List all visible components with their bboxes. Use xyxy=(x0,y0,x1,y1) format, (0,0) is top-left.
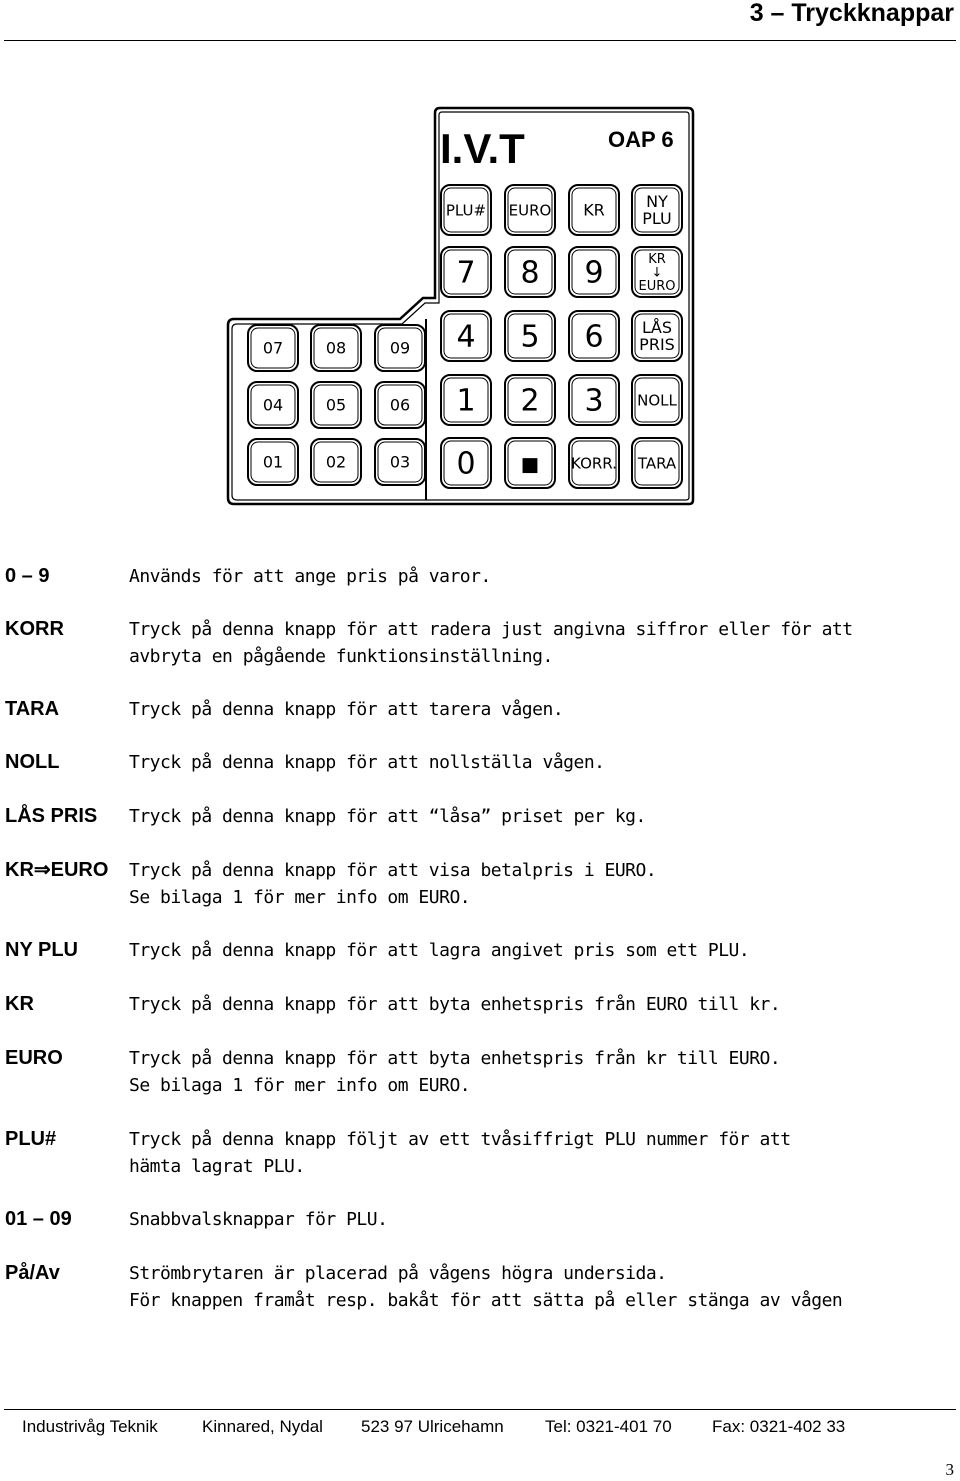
footer-divider xyxy=(4,1409,956,1410)
definition-line: Tryck på denna knapp för att lagra angivet pris som ett PLU. xyxy=(129,940,750,961)
definition-line: Tryck på denna knapp följt av ett tvåsiffrigt PLU nummer för att xyxy=(129,1129,791,1150)
key xyxy=(375,439,425,485)
key-label: KR xyxy=(648,251,666,267)
definition-description xyxy=(129,749,939,776)
key-label: NY xyxy=(646,192,668,212)
footer-city: 523 97 Ulricehamn xyxy=(361,1417,504,1436)
definition-description xyxy=(129,937,939,964)
key-label: 02 xyxy=(325,452,347,472)
key-label: PRIS xyxy=(639,335,675,354)
definition-line: Tryck på denna knapp för att byta enhetspris från kr till EURO. xyxy=(129,1048,781,1069)
definition-term: På/Av xyxy=(5,1262,60,1284)
definition-description xyxy=(129,991,939,1018)
key xyxy=(311,325,361,371)
definition-line: Tryck på denna knapp för att visa betalpris i EURO. xyxy=(129,860,657,881)
key xyxy=(505,375,555,425)
key xyxy=(441,185,491,235)
key-label: ↓ xyxy=(651,265,663,281)
definition-line: Tryck på denna knapp för att nollställa vågen. xyxy=(129,752,605,773)
definition-description xyxy=(129,696,939,723)
model-label: OAP 6 xyxy=(608,127,674,152)
key xyxy=(441,247,491,297)
keypad-diagram xyxy=(220,105,700,510)
brand-logo: I.V.T xyxy=(440,125,525,172)
page-title: 3 – Tryckknappar xyxy=(749,0,954,27)
key xyxy=(632,375,682,425)
definition-description xyxy=(129,1045,939,1099)
definition-line: Strömbrytaren är placerad på vågens högra undersida. xyxy=(129,1263,667,1284)
key xyxy=(505,438,555,488)
key-label: EURO xyxy=(508,201,552,220)
key xyxy=(375,382,425,428)
key-label: PLU xyxy=(642,209,672,228)
definition-description xyxy=(129,857,939,911)
definition-description xyxy=(129,1260,939,1314)
definition-term: PLU# xyxy=(5,1128,57,1150)
key-label: 2 xyxy=(520,383,540,419)
definition-line: Snabbvalsknappar för PLU. xyxy=(129,1209,388,1230)
key xyxy=(505,311,555,361)
definition-term: KORR xyxy=(5,618,64,640)
key-label: PLU# xyxy=(445,201,487,220)
key-label: 6 xyxy=(584,319,604,355)
header-divider xyxy=(4,40,956,41)
definition-description xyxy=(129,1126,939,1180)
key-label: 4 xyxy=(456,319,476,355)
key-label: 06 xyxy=(389,395,411,415)
quick-key-grid xyxy=(248,325,425,485)
key xyxy=(632,438,682,488)
definition-line: För knappen framåt resp. bakåt för att sätta på eller stänga av vågen xyxy=(129,1290,843,1311)
key xyxy=(569,185,619,235)
key xyxy=(248,382,298,428)
definition-line: Se bilaga 1 för mer info om EURO. xyxy=(129,887,471,908)
key xyxy=(632,185,682,235)
key xyxy=(441,375,491,425)
definition-line: Tryck på denna knapp för att “låsa” priset per kg. xyxy=(129,806,646,827)
definition-term: LÅS PRIS xyxy=(5,805,98,827)
definition-line: Tryck på denna knapp för att byta enhetspris från EURO till kr. xyxy=(129,994,781,1015)
key-label: 05 xyxy=(325,395,347,415)
footer-tel: Tel: 0321-401 70 xyxy=(545,1417,672,1436)
key-label: 7 xyxy=(456,255,476,291)
definition-description xyxy=(129,1206,939,1233)
key xyxy=(505,185,555,235)
key-label: KR xyxy=(583,200,605,220)
definition-term: KR xyxy=(5,993,34,1015)
definition-term: NY PLU xyxy=(5,939,78,961)
key xyxy=(632,247,682,297)
key-label: 01 xyxy=(262,452,284,472)
key xyxy=(248,439,298,485)
footer-company: Industrivåg Teknik xyxy=(22,1417,158,1436)
definition-term: KR⇒EURO xyxy=(5,859,109,881)
definition-description xyxy=(129,616,939,670)
key-label: 08 xyxy=(325,338,347,358)
definition-term: 0 – 9 xyxy=(5,565,50,587)
definition-description xyxy=(129,803,939,830)
main-key-grid xyxy=(441,185,682,488)
key xyxy=(441,311,491,361)
page-number: 3 xyxy=(945,1460,954,1479)
definition-description xyxy=(129,563,939,590)
key-label: 9 xyxy=(584,255,604,291)
key xyxy=(505,247,555,297)
key xyxy=(632,311,682,361)
key xyxy=(248,325,298,371)
key xyxy=(569,375,619,425)
definition-line: avbryta en pågående funktionsinställning. xyxy=(129,646,553,667)
key xyxy=(311,382,361,428)
key xyxy=(441,438,491,488)
footer-address: Kinnared, Nydal xyxy=(202,1417,323,1436)
key-label: 07 xyxy=(262,338,284,358)
key-label: ▪ xyxy=(519,446,541,482)
key xyxy=(569,438,619,488)
key-label: LÅS xyxy=(641,318,673,338)
definition-line: Tryck på denna knapp för att radera just angivna siffror eller för att xyxy=(129,619,853,640)
key-label: EURO xyxy=(638,279,676,295)
key-label: 0 xyxy=(456,446,476,482)
definition-term: NOLL xyxy=(5,751,60,773)
footer-fax: Fax: 0321-402 33 xyxy=(712,1417,846,1436)
key-label: NOLL xyxy=(637,391,677,410)
key-label: 3 xyxy=(584,383,604,419)
key xyxy=(569,247,619,297)
definition-line: Se bilaga 1 för mer info om EURO. xyxy=(129,1075,471,1096)
definition-line: Tryck på denna knapp för att tarera vågen. xyxy=(129,699,564,720)
key xyxy=(375,325,425,371)
key-label: TARA xyxy=(637,454,677,473)
key-label: 5 xyxy=(520,319,540,355)
key-label: 09 xyxy=(389,338,411,358)
key xyxy=(569,311,619,361)
key-label: 03 xyxy=(389,452,411,472)
key-label: 8 xyxy=(520,255,540,291)
definition-line: Används för att ange pris på varor. xyxy=(129,566,491,587)
definition-line: hämta lagrat PLU. xyxy=(129,1156,305,1177)
key-label: 04 xyxy=(262,395,284,415)
key-label: KORR. xyxy=(571,454,617,473)
definition-term: EURO xyxy=(5,1047,63,1069)
definition-term: TARA xyxy=(5,698,60,720)
definition-term: 01 – 09 xyxy=(5,1208,72,1230)
key xyxy=(311,439,361,485)
key-label: 1 xyxy=(456,383,476,419)
